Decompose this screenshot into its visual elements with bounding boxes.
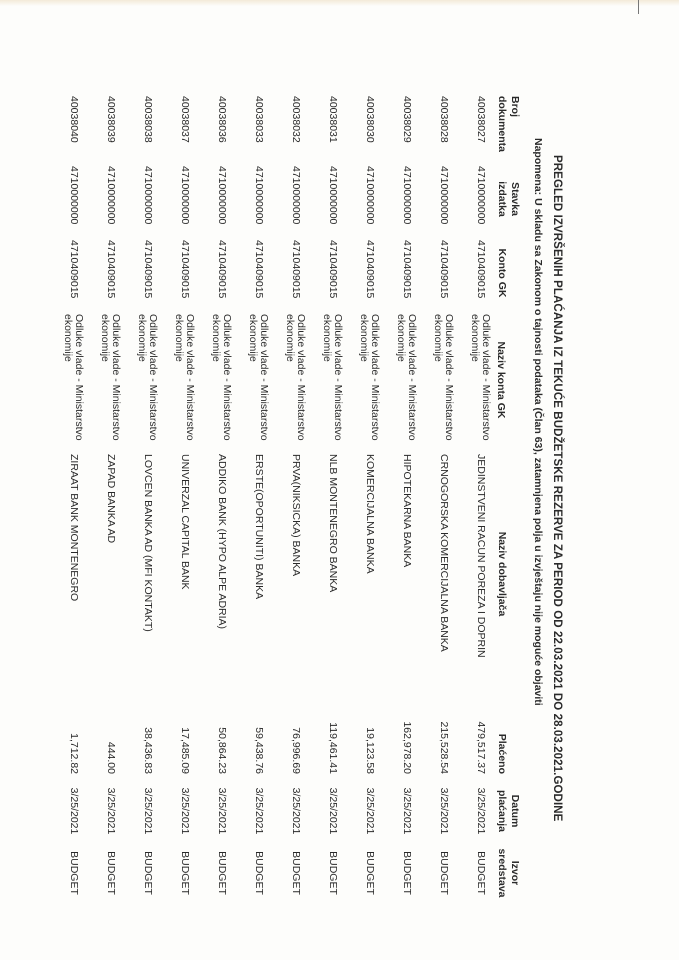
cell-naziv-konta-gk: Odluke vlade - Ministarstvo ekonomije xyxy=(358,314,381,441)
cell-konto-gk: 4710409015 xyxy=(290,240,302,299)
cell-datum-placanja: 3/25/2021 xyxy=(142,787,154,835)
cell-broj-dokumenta: 40038033 xyxy=(253,96,265,143)
cell-naziv-dobavljaca: CRNOGORSKA KOMERCIJALNA BANKA xyxy=(438,454,450,652)
table-row xyxy=(306,92,343,902)
cell-stavka-izdatka: 4710000000 xyxy=(68,166,80,225)
table-row xyxy=(380,92,417,902)
cell-stavka-izdatka: 4710000000 xyxy=(216,166,228,225)
header-naziv-konta-gk: Naziv konta GK xyxy=(495,341,507,419)
cell-stavka-izdatka: 4710000000 xyxy=(290,166,302,225)
cell-konto-gk: 4710409015 xyxy=(142,240,154,299)
cell-placeno: 19,123.58 xyxy=(364,727,376,774)
header-datum-placanja: Datum plaćanja xyxy=(496,789,521,833)
cell-konto-gk: 4710409015 xyxy=(105,240,117,299)
cell-izvor-sredstava: BUDGET xyxy=(179,851,191,895)
cell-stavka-izdatka: 4710000000 xyxy=(179,166,191,225)
cell-broj-dokumenta: 40038039 xyxy=(105,96,117,143)
cell-naziv-konta-gk: Odluke vlade - Ministarstvo ekonomije xyxy=(395,314,418,441)
cell-stavka-izdatka: 4710000000 xyxy=(475,166,487,225)
cell-naziv-dobavljaca: NLB MONTENEGRO BANKA xyxy=(327,454,339,593)
cell-broj-dokumenta: 40038037 xyxy=(179,96,191,143)
cell-broj-dokumenta: 40038027 xyxy=(475,96,487,143)
cell-broj-dokumenta: 40038040 xyxy=(68,96,80,143)
cell-naziv-konta-gk: Odluke vlade - Ministarstvo ekonomije xyxy=(432,314,455,441)
cell-datum-placanja: 3/25/2021 xyxy=(364,787,376,835)
cell-datum-placanja: 3/25/2021 xyxy=(327,787,339,835)
cell-naziv-dobavljaca: ZAPAD BANKA AD xyxy=(105,454,117,544)
cell-placeno: 215,528.54 xyxy=(438,721,450,774)
table-row xyxy=(195,92,232,902)
cell-naziv-dobavljaca: PRVA(NIKSICKA) BANKA xyxy=(290,454,302,577)
cell-izvor-sredstava: BUDGET xyxy=(253,851,265,895)
cell-konto-gk: 4710409015 xyxy=(401,240,413,299)
cell-placeno: 444.00 xyxy=(105,741,117,774)
cell-placeno: 479,517.37 xyxy=(475,721,487,774)
cell-izvor-sredstava: BUDGET xyxy=(401,851,413,895)
header-izvor-sredstava: Izvor sredstava xyxy=(496,848,521,898)
cell-stavka-izdatka: 4710000000 xyxy=(364,166,376,225)
cell-datum-placanja: 3/25/2021 xyxy=(290,787,302,835)
cell-naziv-dobavljaca: ZIRAAT BANK MONTENEGRO xyxy=(68,454,80,602)
cell-naziv-dobavljaca: KOMERCIJALNA BANKA xyxy=(364,454,376,574)
cell-naziv-konta-gk: Odluke vlade - Ministarstvo ekonomije xyxy=(247,314,270,441)
document-title: PREGLED IZVRŠENIH PLAĆANJA IZ TEKUĆE BUDŽETSKE REZERVE ZA PERIOD OD 22.03.2021 DO 28.03.2021.GODINE xyxy=(551,155,563,822)
table-row xyxy=(417,92,454,902)
header-naziv-dobavljaca: Naziv dobavljača xyxy=(496,531,508,617)
cell-izvor-sredstava: BUDGET xyxy=(142,851,154,895)
cell-stavka-izdatka: 4710000000 xyxy=(105,166,117,225)
cell-izvor-sredstava: BUDGET xyxy=(475,851,487,895)
cell-naziv-konta-gk: Odluke vlade - Ministarstvo ekonomije xyxy=(136,314,159,441)
table-row xyxy=(121,92,158,902)
table-row xyxy=(158,92,195,902)
cell-naziv-konta-gk: Odluke vlade - Ministarstvo ekonomije xyxy=(210,314,233,441)
cell-konto-gk: 4710409015 xyxy=(68,240,80,299)
cell-izvor-sredstava: BUDGET xyxy=(68,851,80,895)
cell-izvor-sredstava: BUDGET xyxy=(105,851,117,895)
cell-stavka-izdatka: 4710000000 xyxy=(253,166,265,225)
cell-konto-gk: 4710409015 xyxy=(253,240,265,299)
table-row xyxy=(343,92,380,902)
table-body xyxy=(47,92,491,902)
cell-broj-dokumenta: 40038030 xyxy=(364,96,376,143)
cell-izvor-sredstava: BUDGET xyxy=(327,851,339,895)
cell-naziv-dobavljaca: JEDINSTVENI RACUN POREZA I DOPRIN xyxy=(475,454,487,658)
cell-naziv-konta-gk: Odluke vlade - Ministarstvo ekonomije xyxy=(469,314,492,441)
header-konto-gk: Konto GK xyxy=(496,248,508,298)
cell-naziv-konta-gk: Odluke vlade - Ministarstvo ekonomije xyxy=(321,314,344,441)
cell-konto-gk: 4710409015 xyxy=(216,240,228,299)
cell-datum-placanja: 3/25/2021 xyxy=(253,787,265,835)
cell-naziv-dobavljaca: ERSTE(OPORTUNITI) BANKA xyxy=(253,454,265,600)
cell-placeno: 17,485.09 xyxy=(179,727,191,774)
cell-datum-placanja: 3/25/2021 xyxy=(105,787,117,835)
cell-konto-gk: 4710409015 xyxy=(179,240,191,299)
cell-naziv-dobavljaca: HIPOTEKARNA BANKA xyxy=(401,454,413,568)
cell-datum-placanja: 3/25/2021 xyxy=(68,787,80,835)
table-row xyxy=(269,92,306,902)
cell-broj-dokumenta: 40038031 xyxy=(327,96,339,143)
cell-naziv-konta-gk: Odluke vlade - Ministarstvo ekonomije xyxy=(173,314,196,441)
table-row xyxy=(84,92,121,902)
table-row xyxy=(47,92,84,902)
cell-datum-placanja: 3/25/2021 xyxy=(438,787,450,835)
cell-placeno: 38,436.83 xyxy=(142,727,154,774)
cell-naziv-konta-gk: Odluke vlade - Ministarstvo ekonomije xyxy=(284,314,307,441)
cell-placeno: 76,996.69 xyxy=(290,727,302,774)
cell-stavka-izdatka: 4710000000 xyxy=(142,166,154,225)
cell-stavka-izdatka: 4710000000 xyxy=(438,166,450,225)
cell-stavka-izdatka: 4710000000 xyxy=(401,166,413,225)
cell-placeno: 1,712.82 xyxy=(68,733,80,774)
cell-datum-placanja: 3/25/2021 xyxy=(179,787,191,835)
cell-izvor-sredstava: BUDGET xyxy=(364,851,376,895)
cell-izvor-sredstava: BUDGET xyxy=(216,851,228,895)
cell-konto-gk: 4710409015 xyxy=(475,240,487,299)
cell-naziv-konta-gk: Odluke vlade - Ministarstvo ekonomije xyxy=(62,314,85,441)
cell-konto-gk: 4710409015 xyxy=(327,240,339,299)
cell-naziv-konta-gk: Odluke vlade - Ministarstvo ekonomije xyxy=(99,314,122,441)
document-note: Napomena: U skladu sa Zakonom o tajnosti podataka (Član 63), zatamnjena polja u izvještaju nije moguće objaviti xyxy=(532,138,544,706)
cell-broj-dokumenta: 40038036 xyxy=(216,96,228,143)
header-placeno: Plaćeno xyxy=(496,733,508,774)
cell-datum-placanja: 3/25/2021 xyxy=(216,787,228,835)
header-stavka-izdatka: Stavka izdatka xyxy=(496,181,521,217)
cell-datum-placanja: 3/25/2021 xyxy=(401,787,413,835)
cell-datum-placanja: 3/25/2021 xyxy=(475,787,487,835)
header-broj-dokumenta: Broj dokumenta xyxy=(496,96,521,153)
cell-stavka-izdatka: 4710000000 xyxy=(327,166,339,225)
cell-placeno: 50,864.23 xyxy=(216,727,228,774)
cell-naziv-dobavljaca: LOVCEN BANKA AD (MFI KONTAKT) xyxy=(142,454,154,632)
cell-broj-dokumenta: 40038038 xyxy=(142,96,154,143)
cell-naziv-dobavljaca: UNIVERZAL CAPITAL BANK xyxy=(179,454,191,590)
cell-placeno: 162,978.20 xyxy=(401,721,413,774)
table-header-row xyxy=(491,92,521,902)
cell-placeno: 119,461.41 xyxy=(327,722,339,774)
payments-table xyxy=(47,92,521,902)
cell-naziv-dobavljaca: ADDIKO BANK (HYPO ALPE ADRIA) xyxy=(216,454,228,630)
cell-izvor-sredstava: BUDGET xyxy=(438,851,450,895)
table-row xyxy=(454,92,491,902)
cell-broj-dokumenta: 40038028 xyxy=(438,96,450,143)
cell-konto-gk: 4710409015 xyxy=(364,240,376,299)
cell-izvor-sredstava: BUDGET xyxy=(290,851,302,895)
cell-placeno: 59,438.76 xyxy=(253,727,265,774)
cell-broj-dokumenta: 40038029 xyxy=(401,96,413,143)
table-row xyxy=(232,92,269,902)
cell-broj-dokumenta: 40038032 xyxy=(290,96,302,143)
cell-konto-gk: 4710409015 xyxy=(438,240,450,299)
